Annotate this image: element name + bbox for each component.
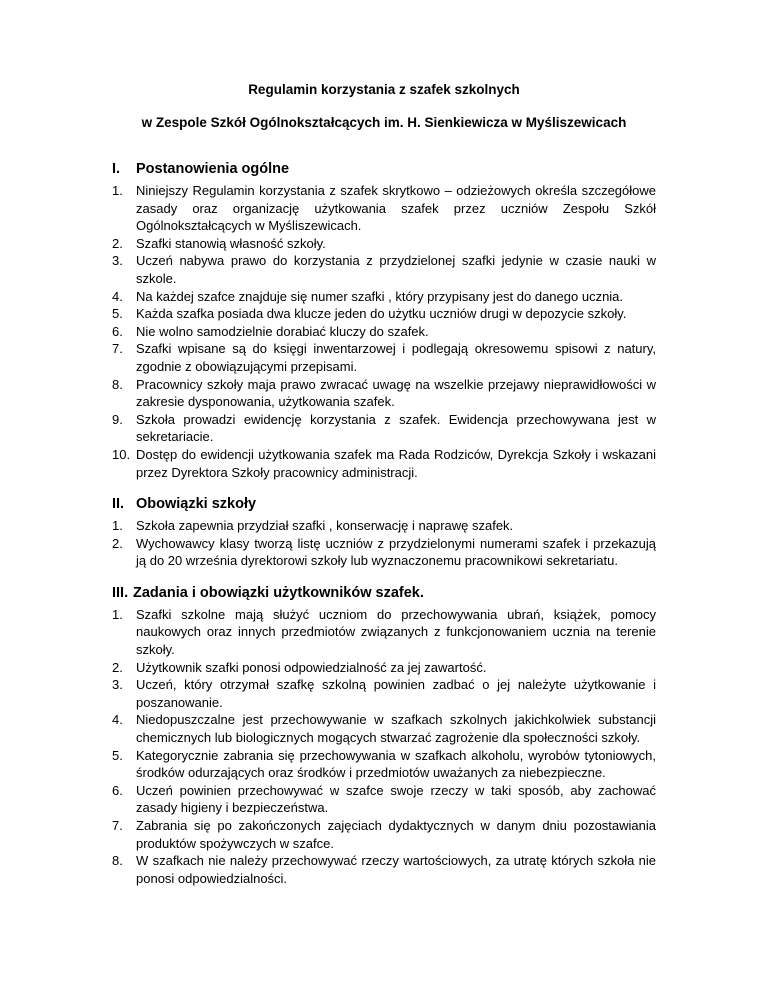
list-item: 4. Niedopuszczalne jest przechowywanie w szafkach szkolnych jakichkolwiek substancji chemicznych lub biologicznych mogących stwarzać zagrożenie dla społeczności szkoły. [112,712,656,746]
section-numeral: I. [112,161,121,177]
section-list [112,182,656,481]
section-list [112,517,656,570]
list-item: 5. Kategorycznie zabrania się przechowywania w szafkach alkoholu, wyrobów tytoniowych, środków odurzających oraz środków i przedmiotów uważanych za niebezpieczne. [112,747,656,781]
document-subtitle: w Zespole Szkół Ogólnokształcących im. H. Sienkiewicza w Myśliszewicach [141,115,627,130]
section-heading [112,495,656,513]
list-item: 9. Szkoła prowadzi ewidencję korzystania z szafek. Ewidencja przechowywana jest w sekretariacie. [112,411,656,445]
list-item: 2. Wychowawcy klasy tworzą listę uczniów z przydzielonymi numerami szafek i przekazują ją do 20 września dyrektorowi szkoły lub wyznaczonemu pracownikowi sekretariatu. [112,535,656,569]
list-item: 3. Uczeń nabywa prawo do korzystania z przydzielonej szafki jedynie w czasie nauki w szkole. [112,253,656,286]
section-numeral: II. [112,496,125,513]
list-item: 1. Niniejszy Regulamin korzystania z szafek skrytkowo – odzieżowych określa szczegółowe zasady oraz organizację użytkowania szafek przez uczniów Zespołu Szkół Ogólnokształcących w Myśliszewicach. [112,183,656,234]
section-list [112,606,656,888]
document-title: Regulamin korzystania z szafek szkolnych [248,82,520,97]
list-item: 10. Dostęp do ewidencji użytkowania szafek ma Rada Rodziców, Dyrekcja Szkoły i wskazani przez Dyrektora Szkoły pracownicy administracji. [112,446,656,480]
list-item: 7. Szafki wpisane są do księgi inwentarzowej i podlegają okresowemu spisowi z natury, zgodnie z obowiązującymi przepisami. [112,341,656,374]
section-title: Obowiązki szkoły [136,496,257,513]
list-item: 7. Zabrania się po zakończonych zajęciach dydaktycznych w danym dniu pozostawiania produktów spożywczych w szafce. [112,818,656,851]
list-item: 8. W szafkach nie należy przechowywać rzeczy wartościowych, za utratę których szkoła nie ponosi odpowiedzialności. [112,853,656,886]
list-item: 2. Szafki stanowią własność szkoły. [112,235,326,251]
list-item: 4. Na każdej szafce znajduje się numer szafki , który przypisany jest do danego ucznia. [112,288,624,304]
section-heading [112,160,656,178]
section-general-provisions [112,160,656,481]
list-item: 8. Pracownicy szkoły maja prawo zwracać uwagę na wszelkie przejawy nieprawidłowości w zakresie dysponowania, użytkowania szafek. [112,376,656,410]
section-numeral: III. [112,584,129,601]
list-item: 1. Szkoła zapewnia przydział szafki , konserwację i naprawę szafek. [112,518,514,534]
list-item: 2. Użytkownik szafki ponosi odpowiedzialność za jej zawartość. [112,659,487,675]
section-school-duties [112,495,656,570]
section-title: Postanowienia ogólne [136,161,290,177]
section-user-duties [112,584,656,888]
section-title: Zadania i obowiązki użytkowników szafek. [133,584,424,601]
section-heading [112,584,656,602]
list-item: 6. Nie wolno samodzielnie dorabiać kluczy do szafek. [112,323,429,339]
list-item: 1. Szafki szkolne mają służyć uczniom do przechowywania ubrań, książek, pomocy naukowych oraz innych przedmiotów związanych z funkcjonowaniem ucznia na terenie szkoły. [112,606,656,658]
list-item: 3. Uczeń, który otrzymał szafkę szkolną powinien zadbać o jej należyte użytkowanie i poszanowanie. [112,677,656,710]
list-item: 5. Każda szafka posiada dwa klucze jeden do użytku uczniów drugi w depozycie szkoły. [112,306,627,322]
list-item: 6. Uczeń powinien przechowywać w szafce swoje rzeczy w taki sposób, aby zachować zasady higieny i bezpieczeństwa. [112,782,656,816]
